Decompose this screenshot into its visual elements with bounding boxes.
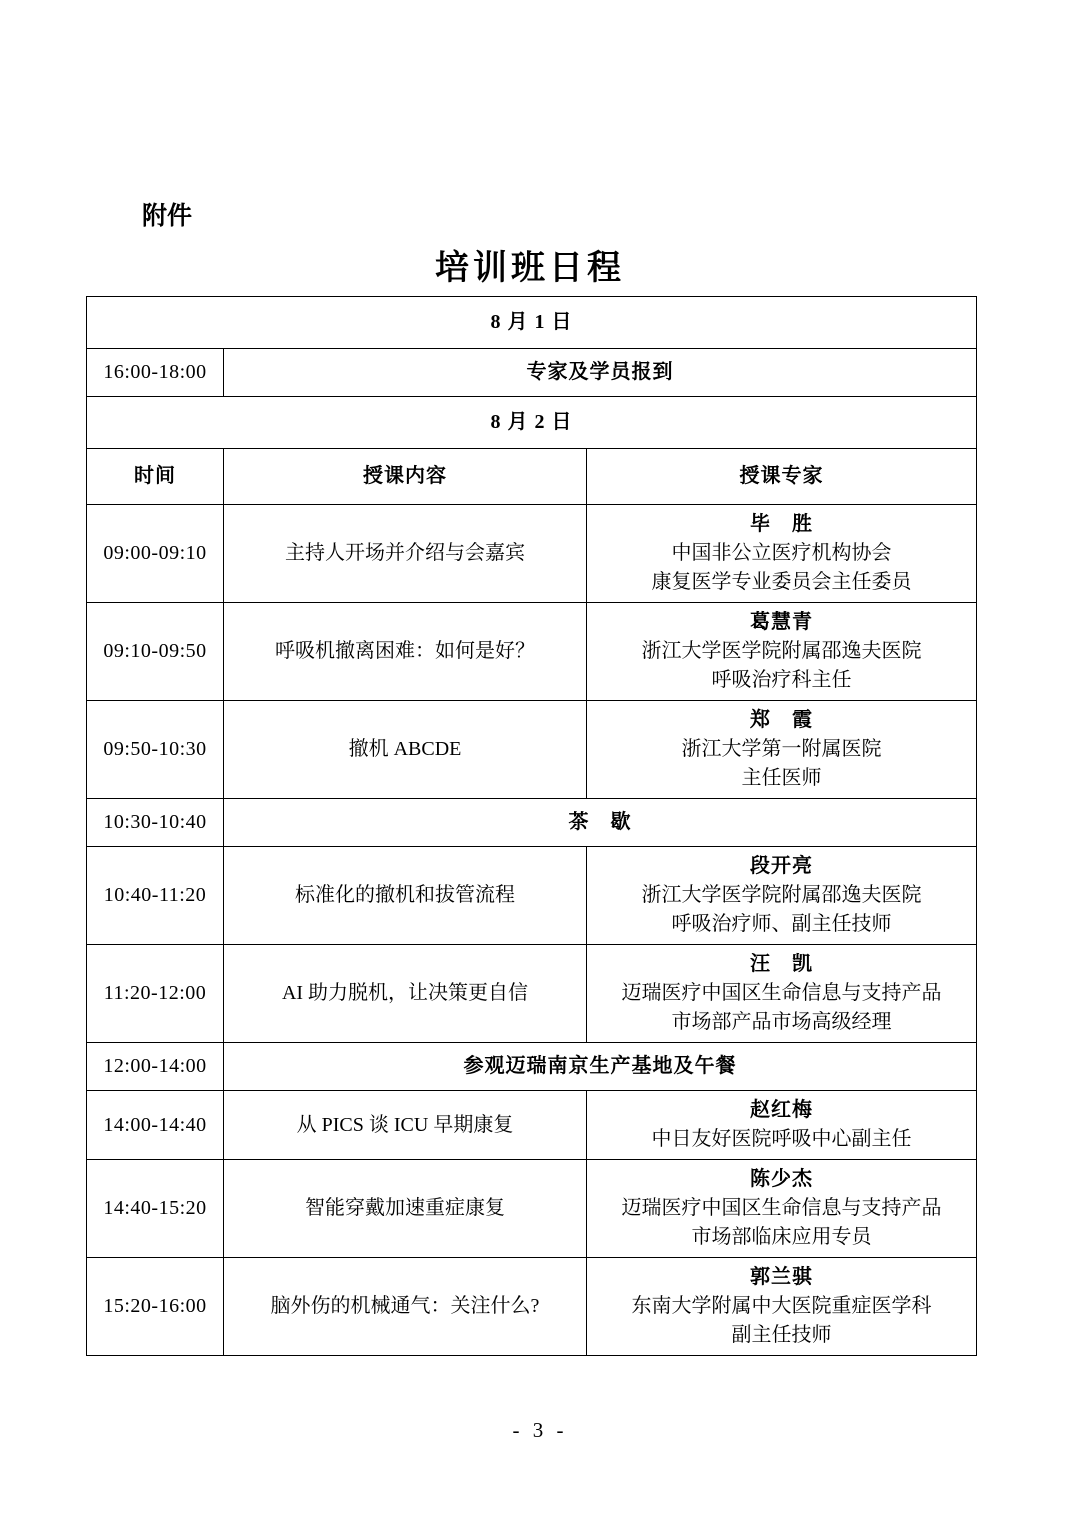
column-header-time: 时间 xyxy=(87,449,224,505)
table-row xyxy=(87,945,977,1043)
expert-affiliation: 浙江大学第一附属医院 xyxy=(681,738,882,760)
time-cell: 15:20-16:00 xyxy=(87,1258,224,1356)
expert-name: 葛慧青 xyxy=(750,611,814,633)
expert-cell xyxy=(587,603,977,701)
expert-affiliation: 迈瑞医疗中国区生命信息与支持产品 xyxy=(621,1197,942,1219)
time-cell: 16:00-18:00 xyxy=(87,349,224,397)
expert-cell xyxy=(587,847,977,945)
table-row xyxy=(87,349,977,397)
expert-cell xyxy=(587,1160,977,1258)
page-number: - 3 - xyxy=(512,1418,568,1442)
time-cell: 14:00-14:40 xyxy=(87,1091,224,1160)
expert-cell xyxy=(587,1091,977,1160)
table-row xyxy=(87,397,977,449)
expert-name: 毕 胜 xyxy=(750,513,814,535)
time-cell: 11:20-12:00 xyxy=(87,945,224,1043)
lecture-content-cell: 主持人开场并介绍与会嘉宾 xyxy=(224,505,587,603)
expert-cell xyxy=(587,1258,977,1356)
attachment-label: 附件 xyxy=(142,203,193,230)
expert-affiliation: 市场部产品市场高级经理 xyxy=(671,1011,892,1033)
table-row xyxy=(87,799,977,847)
date-header-cell: 8 月 2 日 xyxy=(87,397,977,449)
expert-affiliation: 东南大学附属中大医院重症医学科 xyxy=(631,1295,932,1317)
table-row xyxy=(87,603,977,701)
table-row xyxy=(87,1043,977,1091)
page-title: 培训班日程 xyxy=(435,250,625,287)
expert-cell xyxy=(587,945,977,1043)
lecture-content-cell: 呼吸机撤离困难：如何是好？ xyxy=(224,603,587,701)
lecture-content-cell: AI 助力脱机，让决策更自信 xyxy=(224,945,587,1043)
time-cell: 10:30-10:40 xyxy=(87,799,224,847)
table-row xyxy=(87,847,977,945)
expert-name: 郑 霞 xyxy=(750,709,814,731)
expert-name: 赵红梅 xyxy=(750,1099,814,1121)
table-row xyxy=(87,1258,977,1356)
time-cell: 09:10-09:50 xyxy=(87,603,224,701)
expert-affiliation: 中日友好医院呼吸中心副主任 xyxy=(651,1128,912,1150)
table-row xyxy=(87,1160,977,1258)
time-cell: 10:40-11:20 xyxy=(87,847,224,945)
expert-name: 汪 凯 xyxy=(750,953,814,975)
column-header-expert: 授课专家 xyxy=(587,449,977,505)
date-header-cell: 8 月 1 日 xyxy=(87,297,977,349)
time-cell: 14:40-15:20 xyxy=(87,1160,224,1258)
expert-affiliation: 康复医学专业委员会主任委员 xyxy=(651,571,912,593)
expert-name: 郭兰骐 xyxy=(750,1266,814,1288)
expert-cell xyxy=(587,505,977,603)
schedule-table-body xyxy=(87,297,977,1356)
column-header-content: 授课内容 xyxy=(224,449,587,505)
merged-event-cell: 参观迈瑞南京生产基地及午餐 xyxy=(224,1043,977,1091)
lecture-content-cell: 从 PICS 谈 ICU 早期康复 xyxy=(224,1091,587,1160)
table-row xyxy=(87,701,977,799)
merged-event-cell: 茶 歇 xyxy=(224,799,977,847)
table-row xyxy=(87,297,977,349)
expert-affiliation: 市场部临床应用专员 xyxy=(691,1226,872,1248)
lecture-content-cell: 标准化的撤机和拔管流程 xyxy=(224,847,587,945)
expert-affiliation: 浙江大学医学院附属邵逸夫医院 xyxy=(641,884,922,906)
lecture-content-cell: 智能穿戴加速重症康复 xyxy=(224,1160,587,1258)
table-row xyxy=(87,1091,977,1160)
schedule-table xyxy=(86,296,977,1356)
expert-affiliation: 副主任技师 xyxy=(731,1324,832,1346)
time-cell: 09:00-09:10 xyxy=(87,505,224,603)
time-cell: 09:50-10:30 xyxy=(87,701,224,799)
lecture-content-cell: 脑外伤的机械通气：关注什么? xyxy=(224,1258,587,1356)
table-row xyxy=(87,449,977,505)
expert-affiliation: 呼吸治疗师、副主任技师 xyxy=(671,913,892,935)
time-cell: 12:00-14:00 xyxy=(87,1043,224,1091)
expert-affiliation: 迈瑞医疗中国区生命信息与支持产品 xyxy=(621,982,942,1004)
expert-affiliation: 浙江大学医学院附属邵逸夫医院 xyxy=(641,640,922,662)
expert-affiliation: 主任医师 xyxy=(741,767,822,789)
expert-name: 陈少杰 xyxy=(750,1168,814,1190)
expert-cell xyxy=(587,701,977,799)
expert-name: 段开亮 xyxy=(750,855,814,877)
table-row xyxy=(87,505,977,603)
lecture-content-cell: 撤机 ABCDE xyxy=(224,701,587,799)
merged-event-cell: 专家及学员报到 xyxy=(224,349,977,397)
expert-affiliation: 中国非公立医疗机构协会 xyxy=(671,542,892,564)
expert-affiliation: 呼吸治疗科主任 xyxy=(711,669,852,691)
